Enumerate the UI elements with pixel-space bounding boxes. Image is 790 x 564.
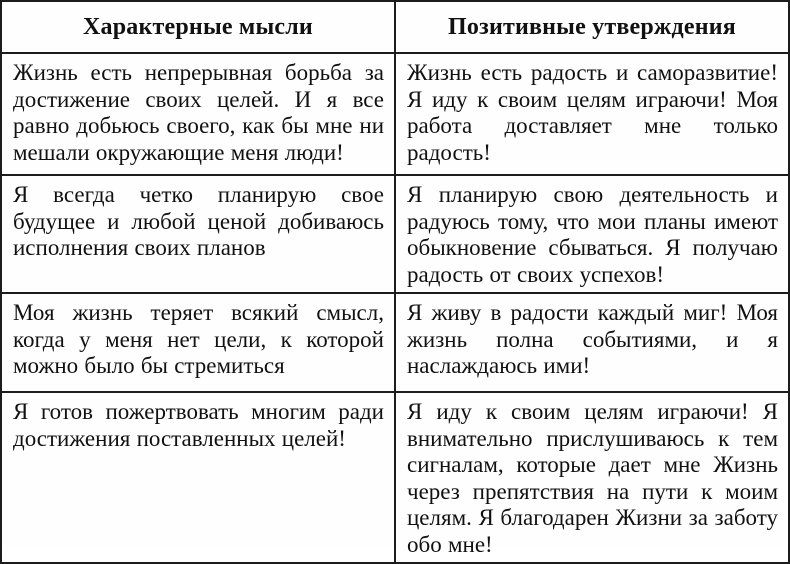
- cell-positive-affirmation: Жизнь есть радость и саморазвитие! Я иду к своим целям играючи! Моя работа доставляет мне только радость!: [395, 53, 789, 175]
- table-row: [1, 392, 789, 563]
- cell-positive-affirmation: Я иду к своим целям играючи! Я внимательно прислушиваюсь к тем сигналам, которые дает мне Жизнь через препятствия на пути к моим целям. Я благодарен Жизни за заботу обо мне!: [395, 392, 789, 563]
- cell-characteristic-thought: Я всегда четко планирую свое будущее и любой ценой добиваюсь исполнения своих планов: [1, 175, 395, 293]
- table-row: [1, 53, 789, 175]
- column-header-characteristic-thoughts: Характерные мысли: [1, 1, 395, 53]
- cell-characteristic-thought: Я готов пожертвовать многим ради достижения поставленных целей!: [1, 392, 395, 563]
- cell-positive-affirmation: Я живу в радости каждый миг! Моя жизнь полна событиями, и я наслаждаюсь ими!: [395, 293, 789, 392]
- table-row: [1, 175, 789, 293]
- cell-positive-affirmation: Я планирую свою деятельность и радуюсь тому, что мои планы имеют обыкновение сбываться. Я получаю радость от своих успехов!: [395, 175, 789, 293]
- cell-characteristic-thought: Жизнь есть непрерывная борьба за достижение своих целей. И я все равно добьюсь своего, как бы мне ни мешали окружающие меня люди!: [1, 53, 395, 175]
- column-header-positive-affirmations: Позитивные утверждения: [395, 1, 789, 53]
- table-row: [1, 293, 789, 392]
- cell-characteristic-thought: Моя жизнь теряет всякий смысл, когда у меня нет цели, к которой можно было бы стремиться: [1, 293, 395, 392]
- header-row: [1, 1, 789, 53]
